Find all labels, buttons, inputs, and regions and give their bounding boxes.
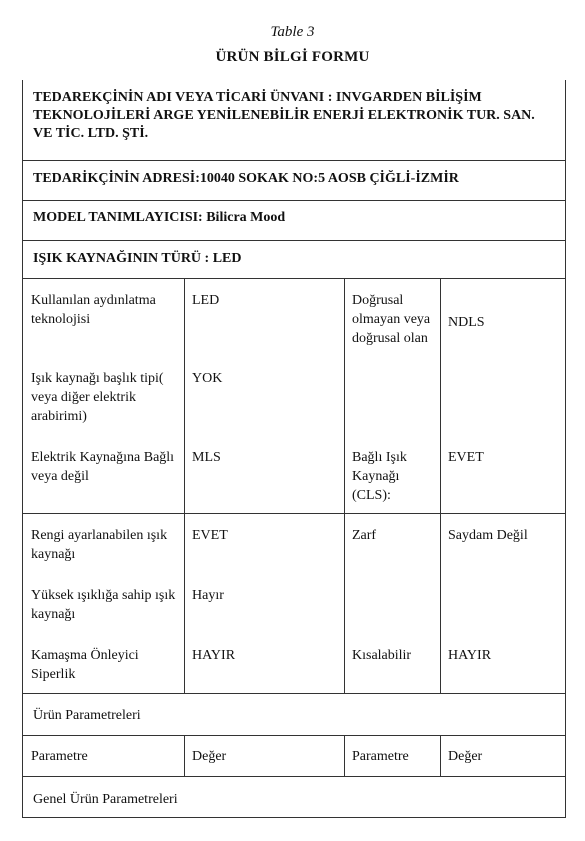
table-caption: Table 3 (270, 24, 315, 40)
table-header-cell: Değer (448, 749, 483, 764)
table-cell: EVET (448, 450, 484, 465)
rule (23, 776, 565, 777)
table-cell: MLS (192, 450, 221, 465)
column-divider (184, 278, 185, 693)
table-cell: Kullanılan aydınlatma teknolojisi (31, 293, 156, 327)
general-parameters-heading: Genel Ürün Parametreleri (33, 792, 178, 807)
table-cell: Kamaşma Önleyici Siperlik (31, 648, 139, 682)
table-header-cell: Parametre (352, 749, 409, 764)
table-cell: Rengi ayarlanabilen ışık kaynağı (31, 528, 168, 562)
supplier-address: TEDARİKÇİNİN ADRESİ:10040 SOKAK NO:5 AOSB ÇİĞLİ-İZMİR (33, 171, 459, 186)
rule (23, 735, 565, 736)
supplier-name: TEDAREKÇİNİN ADI VEYA TİCARİ ÜNVANI : INVGARDEN BİLİŞİM TEKNOLOJİLERİ ARGE YENİLENEBİLİR ENERJİ ELEKTRONİK TUR. SAN. VE TİC. LTD. ŞTİ. (33, 90, 535, 141)
rule (23, 160, 565, 161)
table-cell: Elektrik Kaynağına Bağlı veya değil (31, 450, 175, 484)
table-cell: Bağlı Işık Kaynağı (CLS): (352, 450, 407, 503)
rule (23, 200, 565, 201)
rule (23, 278, 565, 279)
product-info-table (22, 80, 566, 818)
table-cell: EVET (192, 528, 228, 543)
product-parameters-heading: Ürün Parametreleri (33, 708, 141, 723)
model-identifier: MODEL TANIMLAYICISI: Bilicra Mood (33, 210, 286, 225)
table-cell: Yüksek ışıklığa sahip ışık kaynağı (31, 588, 176, 622)
column-divider (440, 278, 441, 693)
table-cell: Işık kaynağı başlık tipi( veya diğer elektrik arabirimi) (31, 371, 164, 424)
rule (23, 817, 565, 818)
rule (23, 693, 565, 694)
table-cell: HAYIR (448, 648, 492, 663)
table-header-cell: Parametre (31, 749, 88, 764)
table-cell: YOK (192, 371, 223, 386)
table-cell: Hayır (192, 588, 224, 603)
light-source-type: IŞIK KAYNAĞININ TÜRÜ : LED (33, 251, 242, 266)
table-cell: Saydam Değil (448, 528, 528, 543)
rule (23, 513, 565, 514)
table-cell: LED (192, 293, 220, 308)
table-cell: NDLS (448, 315, 485, 330)
table-cell: HAYIR (192, 648, 236, 663)
form-title: ÜRÜN BİLGİ FORMU (215, 49, 370, 65)
table-cell: Zarf (352, 528, 377, 543)
rule (23, 240, 565, 241)
table-cell: Doğrusal olmayan veya doğrusal olan (352, 293, 431, 346)
table-cell: Kısalabilir (352, 648, 412, 663)
table-header-cell: Değer (192, 749, 227, 764)
